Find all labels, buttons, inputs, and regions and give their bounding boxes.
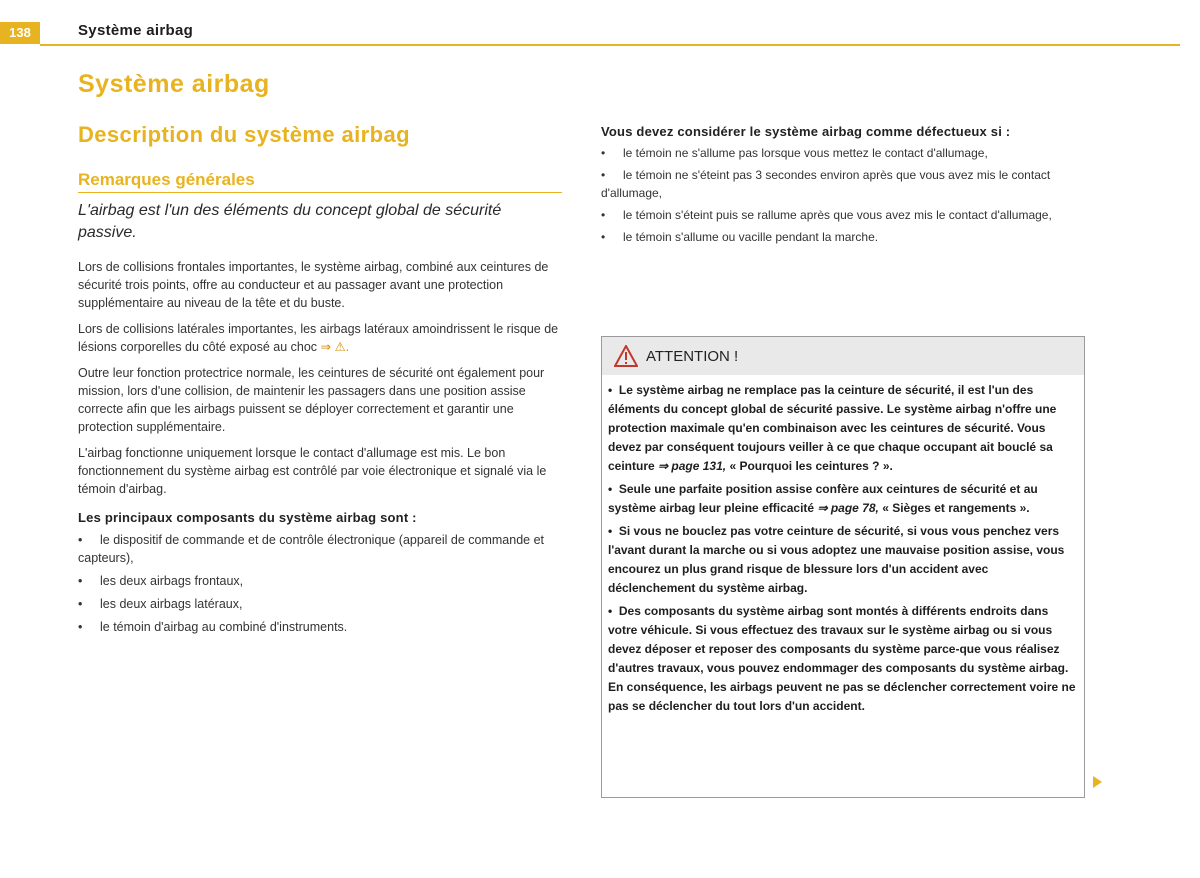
bullet-icon: • xyxy=(601,168,606,182)
bullet-icon: • xyxy=(78,533,83,547)
bullet-icon: • xyxy=(601,208,606,222)
bullet-icon: • xyxy=(601,146,606,160)
list-item-text: le témoin ne s'éteint pas 3 secondes environ après que vous avez mis le contact d'allumage, xyxy=(601,168,1051,200)
bullet-icon: • xyxy=(608,482,613,496)
list-item xyxy=(78,595,562,613)
paragraph-text: Lors de collisions latérales importantes, les airbags latéraux amoindrissent le risque de lésions corporelles du côté exposé au choc xyxy=(78,322,559,354)
left-column xyxy=(78,200,562,641)
list-item-text: le témoin d'airbag au combiné d'instruments. xyxy=(100,620,348,634)
list-item xyxy=(601,228,1085,246)
attention-paragraph xyxy=(608,381,1078,476)
bullet-icon: • xyxy=(601,230,606,244)
page-reference-link[interactable]: ⇒ page 131, xyxy=(658,459,727,473)
components-heading: Les principaux composants du système airbag sont : xyxy=(78,510,417,525)
attention-text: « Pourquoi les ceintures ? ». xyxy=(729,459,893,473)
attention-body xyxy=(602,375,1084,716)
list-item xyxy=(78,618,562,636)
attention-title: ATTENTION ! xyxy=(646,347,739,365)
list-item-text: le témoin ne s'allume pas lorsque vous mettez le contact d'allumage, xyxy=(623,146,988,160)
attention-header xyxy=(602,337,1084,375)
bullet-icon: • xyxy=(608,524,613,538)
bullet-icon: • xyxy=(78,574,83,588)
attention-text: Le système airbag ne remplace pas la ceinture de sécurité, il est l'un des éléments du concept global de sécurité passive. Le système airbag n'offre une protection maximale qu'en combinaison avec les ceintures de sécurité. Vous devez par conséquent toujours veiller à ce que chaque occupant ait bouclé sa ceinture xyxy=(608,383,1057,473)
list-item-text: les deux airbags frontaux, xyxy=(100,574,244,588)
bullet-icon: • xyxy=(78,597,83,611)
attention-paragraph xyxy=(608,522,1078,598)
page-number: 138 xyxy=(0,22,40,44)
attention-paragraph xyxy=(608,602,1078,716)
list-item-text: les deux airbags latéraux, xyxy=(100,597,243,611)
header-rule xyxy=(40,44,1180,46)
list-item xyxy=(78,531,562,567)
list-item-text: le témoin s'allume ou vacille pendant la marche. xyxy=(623,230,879,244)
running-title: Système airbag xyxy=(78,22,194,39)
list-item xyxy=(601,206,1085,224)
list-item xyxy=(78,572,562,590)
attention-text: Si vous ne bouclez pas votre ceinture de sécurité, si vous vous penchez vers l'avant durant la marche ou si vous adoptez une mauvaise position assise, vous encourez un plus grand risque de blessure lors d'un accident avec déclenchement du système airbag. xyxy=(608,524,1065,595)
continue-arrow-icon xyxy=(1093,776,1102,788)
warning-triangle-icon xyxy=(614,345,638,367)
section-title: Description du système airbag xyxy=(78,122,410,147)
defect-heading: Vous devez considérer le système airbag comme défectueux si : xyxy=(601,124,1011,139)
paragraph: Outre leur fonction protectrice normale, les ceintures de sécurité ont également pour mission, lors d'une collision, de maintenir les passagers dans une position assise correcte afin que les airbags puissent se déployer correctement et garantir une protection supplémentaire. xyxy=(78,366,545,434)
paragraph xyxy=(78,320,562,356)
bullet-icon: • xyxy=(608,604,613,618)
bullet-icon: • xyxy=(608,383,613,397)
warning-reference[interactable]: ⇒ ⚠. xyxy=(320,340,350,354)
list-item xyxy=(601,166,1085,202)
list-item-text: le dispositif de commande et de contrôle électronique (appareil de commande et capteurs), xyxy=(78,533,545,565)
list-item-text: le témoin s'éteint puis se rallume après que vous avez mis le contact d'allumage, xyxy=(623,208,1052,222)
paragraph: L'airbag fonctionne uniquement lorsque le contact d'allumage est mis. Le bon fonctionnement du système airbag est contrôlé par voie électronique et signalé via le témoin d'airbag. xyxy=(78,446,547,496)
list-item xyxy=(601,144,1085,162)
bullet-icon: • xyxy=(78,620,83,634)
page-reference-link[interactable]: ⇒ page 78, xyxy=(817,501,879,515)
subsection-title: Remarques générales xyxy=(78,170,562,193)
paragraph: Lors de collisions frontales importantes, le système airbag, combiné aux ceintures de sécurité trois points, offre au conducteur et au passager avant une protection supplémentaire au niveau de la tête et du buste. xyxy=(78,260,549,310)
attention-paragraph xyxy=(608,480,1078,518)
attention-text: « Sièges et rangements ». xyxy=(882,501,1030,515)
lead-text: L'airbag est l'un des éléments du concept global de sécurité passive. xyxy=(78,202,502,241)
attention-text: Seule une parfaite position assise confère aux ceintures de sécurité et au système airbag leur pleine efficacité xyxy=(608,482,1038,515)
attention-text: Des composants du système airbag sont montés à différents endroits dans votre véhicule. Si vous effectuez des travaux sur le système airbag ou si vous devez déposer et reposer des composants du système parce-que vous réalisez d'autres travaux, vous pouvez endommager des composants du système airbag. En conséquence, les airbags peuvent ne pas se déclencher correctement voire ne pas se déclencher du tout lors d'un accident. xyxy=(608,604,1076,713)
main-title: Système airbag xyxy=(78,70,270,98)
right-column xyxy=(601,123,1085,250)
attention-box xyxy=(601,336,1085,798)
